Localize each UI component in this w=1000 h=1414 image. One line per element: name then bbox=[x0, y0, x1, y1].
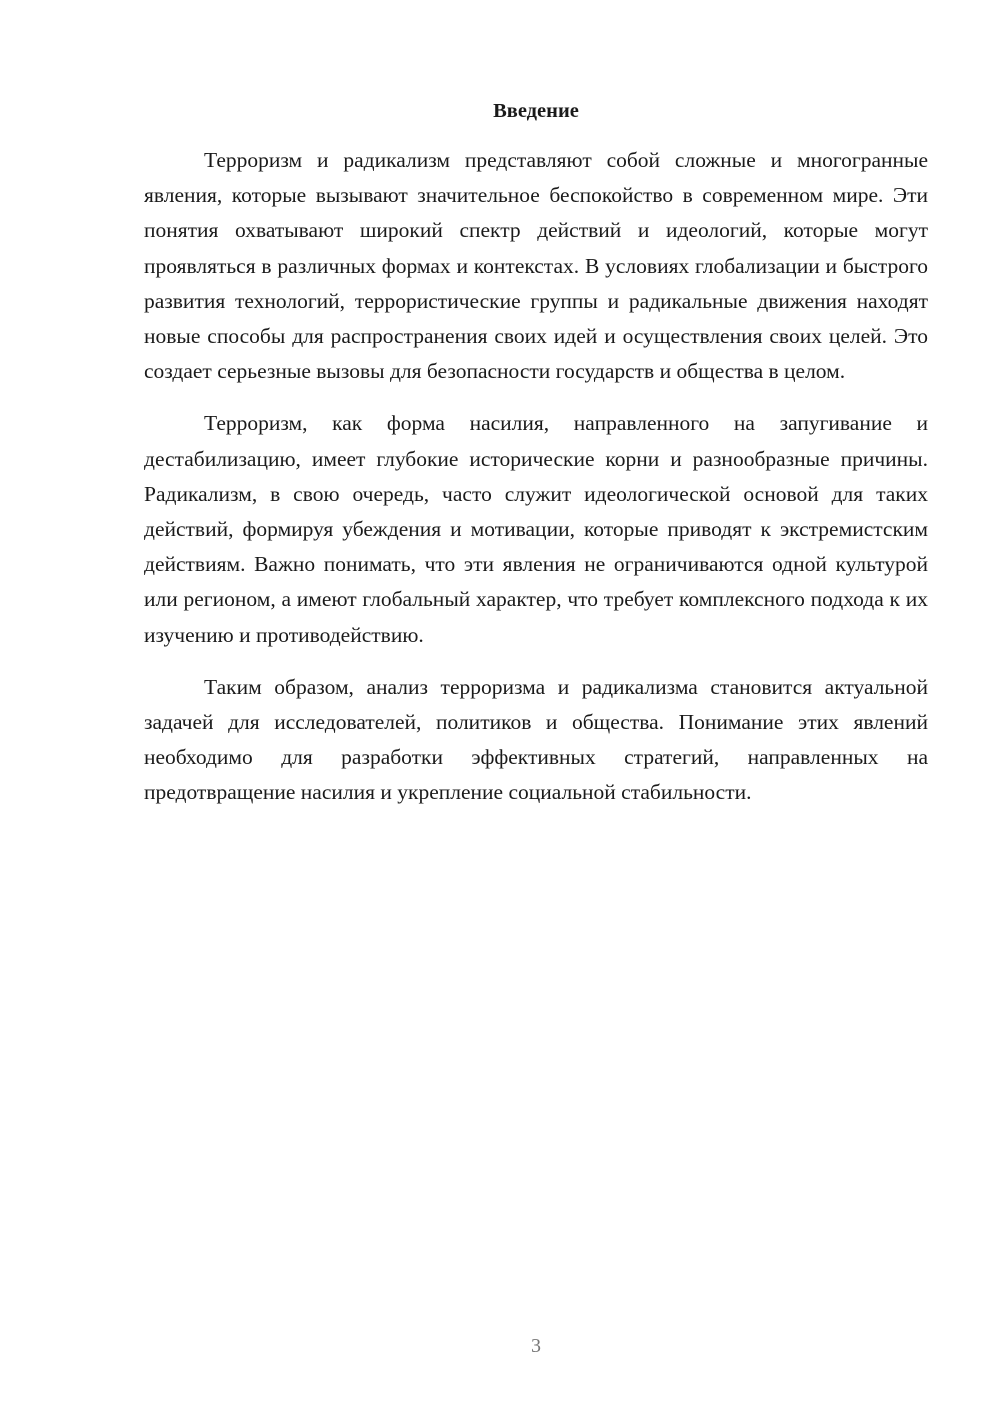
section-heading: Введение bbox=[493, 100, 579, 122]
page-number: 3 bbox=[531, 1335, 541, 1357]
paragraph-3: Таким образом, анализ терроризма и радикализма становится актуальной задачей для исследователей, политиков и общества. Понимание этих явлений необходимо для разработки эффективных стратегий, направленных на предотвращение насилия и укрепление социальной стабильности. bbox=[144, 674, 928, 805]
paragraph-1: Терроризм и радикализм представляют собой сложные и многогранные явления, которые вызывают значительное беспокойство в современном мире. Эти понятия охватывают широкий спектр действий и идеологий, которые могут проявляться в различных формах и контекстах. В условиях глобализации и быстрого развития технологий, террористические группы и радикальные движения находят новые способы для распространения своих идей и осуществления своих целей. Это создает серьезные вызовы для безопасности государств и общества в целом. bbox=[144, 148, 928, 384]
body-text bbox=[144, 143, 928, 828]
paragraph-2: Терроризм, как форма насилия, направленного на запугивание и дестабилизацию, имеет глубокие исторические корни и разнообразные причины. Радикализм, в свою очередь, часто служит идеологической основой для таких действий, формируя убеждения и мотивации, которые приводят к экстремистским действиям. Важно понимать, что эти явления не ограничиваются одной культурой или регионом, а имеют глобальный характер, что требует комплексного подхода к их изучению и противодействию. bbox=[144, 411, 928, 647]
